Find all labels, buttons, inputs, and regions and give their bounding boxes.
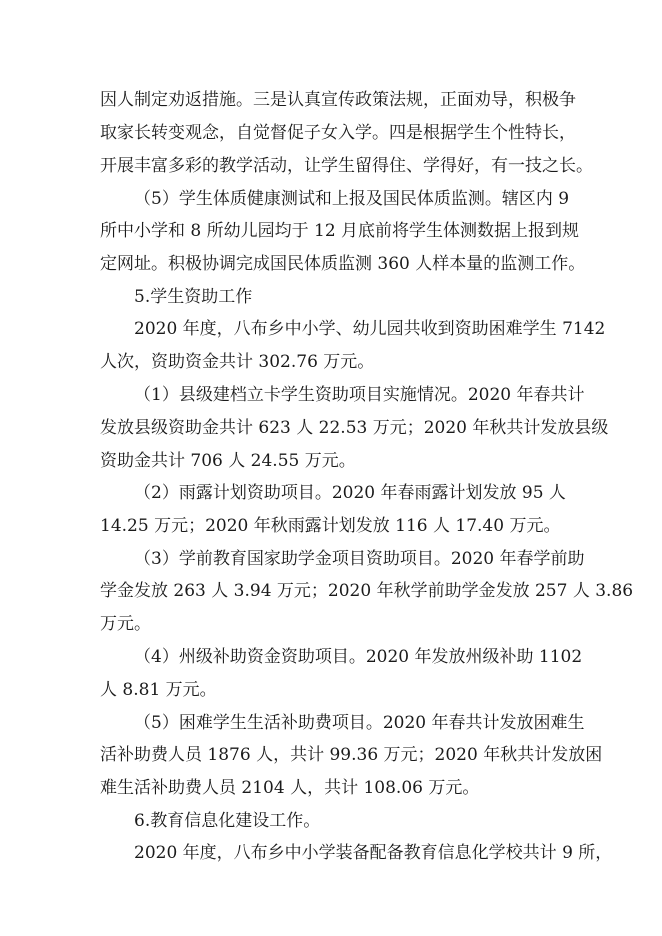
section-heading: 6.教育信息化建设工作。 — [134, 811, 321, 831]
text-line: （3）学前教育国家助学金项目资助项目。2020 年春学前助 — [134, 549, 585, 569]
text-line: 人次，资助资金共计 302.76 万元。 — [100, 352, 375, 372]
text-line: （4）州级补助资金资助项目。2020 年发放州级补助 1102 — [134, 647, 583, 667]
text-line: 定网址。积极协调完成国民体质监测 360 人样本量的监测工作。 — [100, 254, 586, 274]
text-line: 取家长转变观念，自觉督促子女入学。四是根据学生个性特长， — [100, 123, 576, 143]
text-line: 2020 年度，八布乡中小学装备配备教育信息化学校共计 9 所， — [134, 843, 613, 863]
text-line: （5）学生体质健康测试和上报及国民体质监测。辖区内 9 — [134, 189, 570, 209]
text-line: 因人制定劝返措施。三是认真宣传政策法规，正面劝导，积极争 — [100, 90, 576, 110]
text-line: 学金发放 263 人 3.94 万元；2020 年秋学前助学金发放 257 人 3.86 — [100, 581, 634, 601]
text-line: 2020 年度，八布乡中小学、幼儿园共收到资助困难学生 7142 — [134, 319, 606, 339]
text-line: 难生活补助费人员 2104 人，共计 108.06 万元。 — [100, 778, 480, 798]
section-heading: 5.学生资助工作 — [134, 287, 253, 307]
text-line: 资助金共计 706 人 24.55 万元。 — [100, 451, 356, 471]
text-line: （1）县级建档立卡学生资助项目实施情况。2020 年春共计 — [134, 385, 585, 405]
text-line: （2）雨露计划资助项目。2020 年春雨露计划发放 95 人 — [134, 483, 566, 503]
text-line: （5）困难学生生活补助费项目。2020 年春共计发放困难生 — [134, 713, 585, 733]
text-line: 所中小学和 8 所幼儿园均于 12 月底前将学生体测数据上报到规 — [100, 221, 580, 241]
text-line: 人 8.81 万元。 — [100, 680, 217, 700]
text-line: 万元。 — [100, 614, 151, 634]
text-line: 活补助费人员 1876 人，共计 99.36 万元；2020 年秋共计发放困 — [100, 745, 603, 765]
text-line: 14.25 万元；2020 年秋雨露计划发放 116 人 17.40 万元。 — [100, 516, 561, 536]
text-line: 发放县级资助金共计 623 人 22.53 万元；2020 年秋共计发放县级 — [100, 418, 609, 438]
text-line: 开展丰富多彩的教学活动，让学生留得住、学得好，有一技之长。 — [100, 156, 593, 176]
